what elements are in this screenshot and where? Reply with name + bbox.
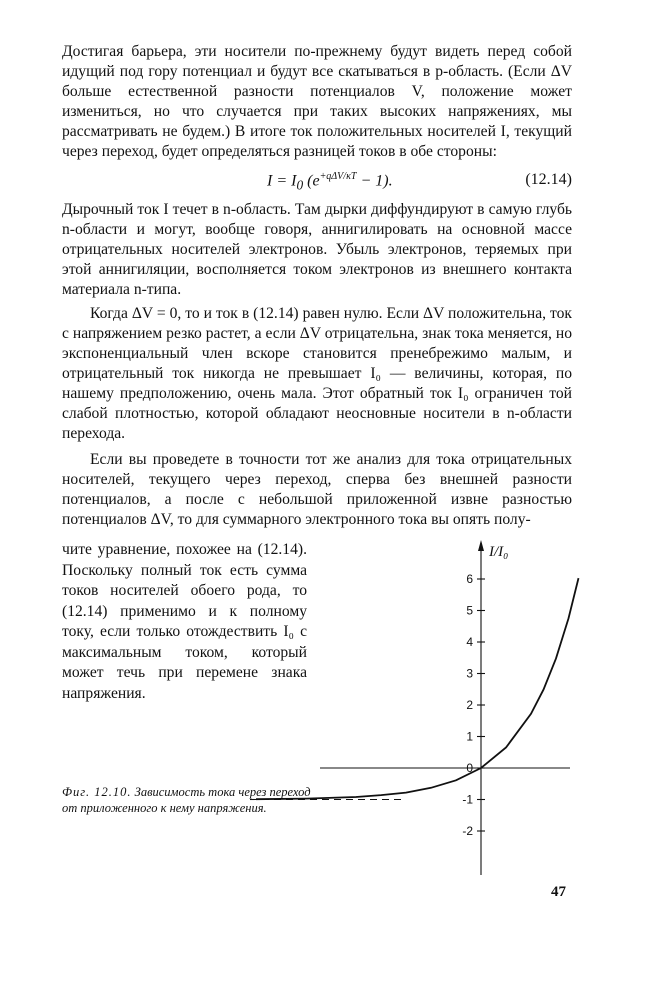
y-tick-label: 4 [466, 635, 473, 649]
paragraph-2-text: Дырочный ток I течет в n-область. Там дырки диффундируют в самую глубь n-области и могут, вообще говоря, аннигилировать на основной массе отрицательных носителей электронов. Убыль электронов, теряемых при этой аннигиляции, восполняется током электронов из внешнего контакта материала n-типа. [62, 201, 572, 298]
paragraph-4-text: Если вы проведете в точности тот же анализ для тока отрицательных носителей, текущего через переход, сперва без внешней разности потенциалов, а после с небольшой приложенной извне разностью потенциалов ΔV, то для суммарного электронного тока вы опять полу- [62, 451, 572, 528]
y-tick-label: 2 [466, 698, 473, 712]
y-axis-arrow [478, 540, 484, 551]
y-ticks [462, 572, 485, 838]
y-tick-label: 3 [466, 666, 473, 681]
page-number: 47 [551, 884, 566, 900]
series-curve [256, 578, 579, 799]
equation-body: $I = I_0$ $(e^{+q\Delta V/\kappa T} - 1)$. [267, 171, 393, 193]
equation-number: (12.14) [525, 171, 572, 188]
caption-label: Фиг. 12.10. [62, 785, 132, 799]
y-tick-label: 1 [466, 729, 473, 744]
y-tick-label: 5 [466, 603, 473, 618]
figure-caption [62, 784, 312, 816]
paragraph-3-text: Когда ΔV = 0, то и ток в (12.14) равен нулю. Если ΔV положительна, ток с напряжением резко растет, а если ΔV отрицательна, знак тока меняется, но экспоненциальный член вскоре становится пренебрежимо малым, и отрицательный ток никогда не превышает I₀ — величины, которая, по нашему предположению, очень мала. Этот обратный ток I₀ ограничен той слабой плотностью, которой обладают неосновные носители в n-области перехода. [62, 305, 572, 442]
y-tick-label: 0 [466, 761, 473, 775]
y-tick-label: 6 [466, 572, 473, 586]
paragraph-1-text: Достигая барьера, эти носители по-прежнему будут видеть перед собой идущий под гору потенциал и будут все скатываться в p-область. (Если ΔV больше естественной разности потенциалов V, положение может измениться, но что случается при таких высоких напряжениях, мы рассматривать не будем.) В итоге ток положительных носителей I, текущий через переход, будет определяться разницей токов в обе стороны: [62, 43, 572, 160]
y-tick-label: -1 [462, 792, 473, 807]
paragraph-4-wrap-text: чите уравнение, похожее на (12.14). Поскольку полный ток есть сумма токов носителей обоего рода, то (12.14) применимо и к полному току, если только отождествить I₀ с максимальным током, который может течь при перемене знака напряжения. [62, 541, 307, 702]
y-tick-label: -2 [462, 824, 473, 838]
caption-text: Зависимость тока через переход от приложенного к нему напряжения. [62, 785, 311, 815]
y-axis-label: I/I₀ [489, 544, 509, 560]
